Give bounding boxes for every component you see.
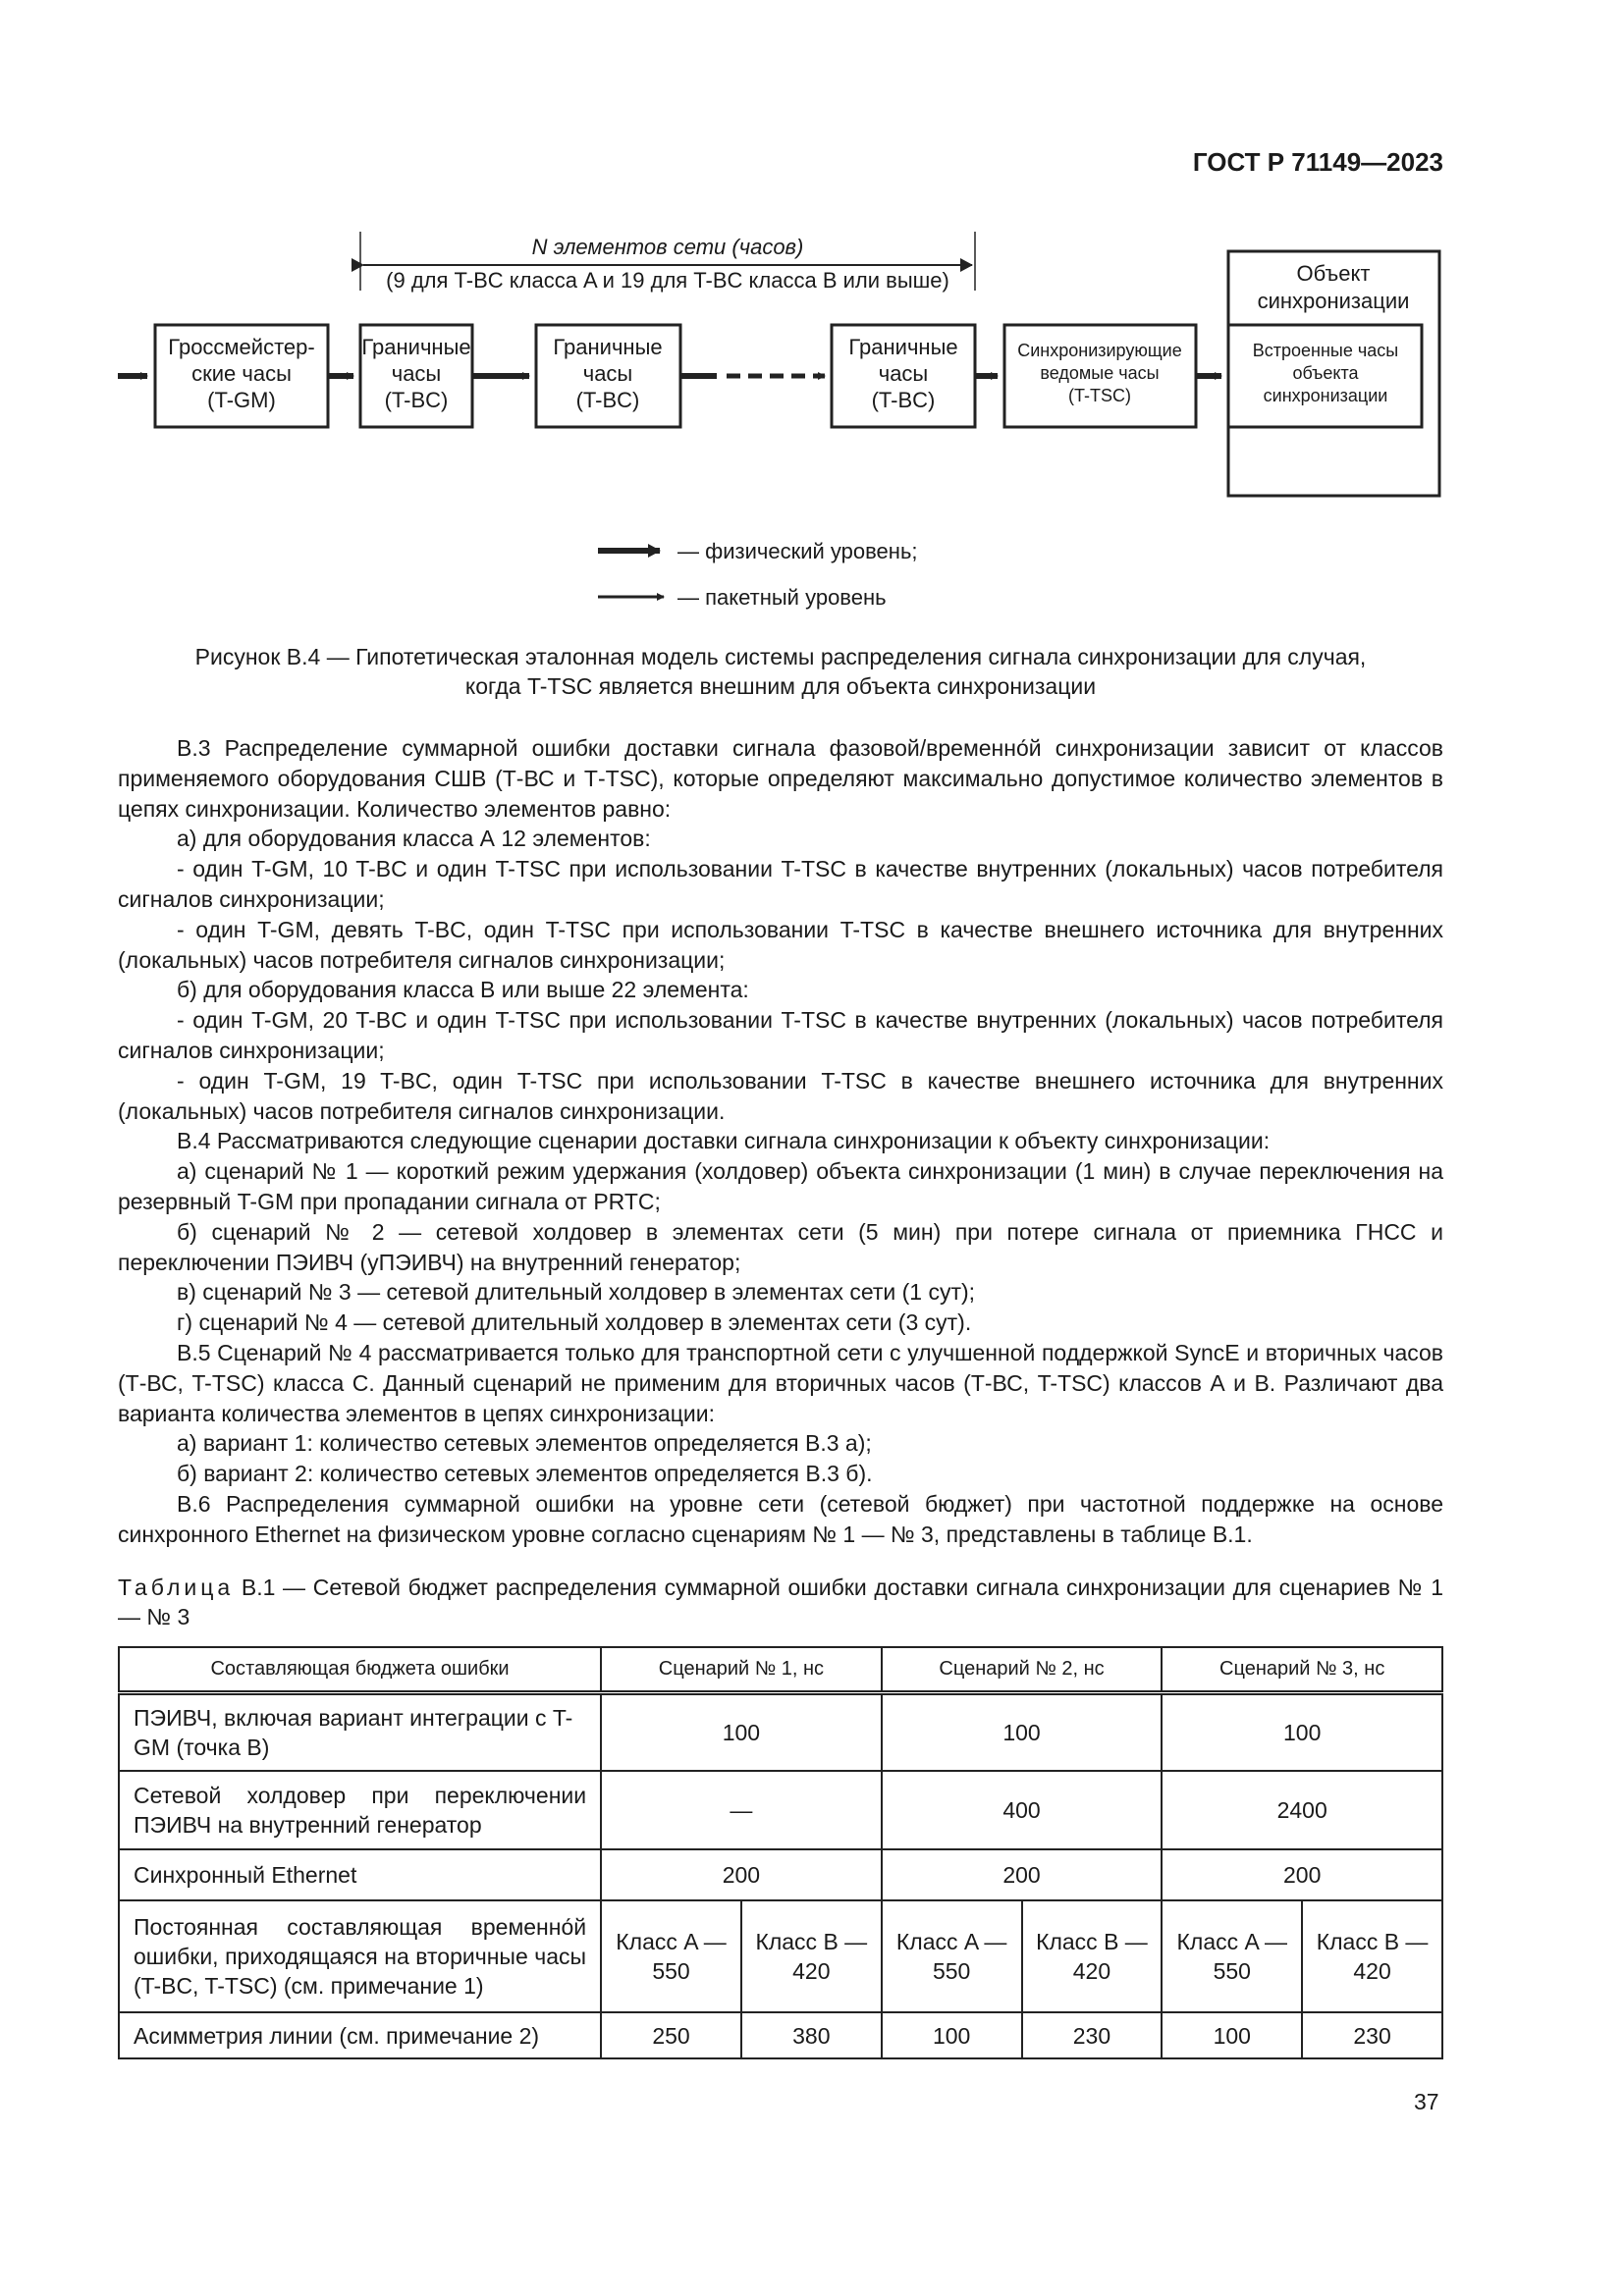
table-cell: 250 — [601, 2012, 741, 2058]
paragraph: - один T-GM, 20 T-BC и один T-TSC при использовании T-TSC в качестве внутренних (локальных) часов потребителя сигналов синхронизации; — [118, 1007, 1443, 1063]
paragraph: - один T-GM, 19 T-BC, один T-TSC при использовании T-TSC в качестве внешнего источника для внутренних (локальных) часов потребителя сигналов синхронизации. — [118, 1067, 1443, 1124]
diagram-label: ские часы — [191, 361, 292, 386]
paragraph: - один T-GM, девять T-BC, один T-TSC при использовании T-TSC в качестве внешнего источника для внутренних (локальных) часов потребителя сигналов синхронизации; — [118, 916, 1443, 973]
table-cell: 2400 — [1162, 1771, 1442, 1849]
diagram-label: объекта — [1292, 363, 1359, 383]
paragraph: б) сценарий № 2 — сетевой холдовер в элементах сети (5 мин) при потере сигнала от приемника ГНСС и переключении ПЭИВЧ (уПЭИВЧ) на внутренний генератор; — [118, 1218, 1443, 1275]
table-cell: 200 — [882, 1849, 1163, 1900]
paragraph: В.4 Рассматриваются следующие сценарии доставки сигнала синхронизации к объекту синхронизации: — [177, 1128, 1271, 1154]
reference-model-diagram — [0, 0, 1624, 628]
table-cell: 100 — [1162, 1692, 1442, 1771]
table-row — [119, 1692, 1442, 1771]
figure-caption: Рисунок В.4 — Гипотетическая эталонная модель системы распределения сигнала синхронизации для случая, когда T-TSC является внешним для объекта синхронизации — [194, 644, 1367, 699]
table-cell: Постоянная составляющая временно́й ошибки, приходящаяся на вторичные часы (T-BC, T-TSC) (см. примечание 1) — [119, 1900, 601, 2012]
diagram-label: Синхронизирующие — [1017, 341, 1182, 360]
table-cell: Класс B — 420 — [1302, 1900, 1442, 2012]
table-cell: Синхронный Ethernet — [119, 1849, 601, 1900]
diagram-label: ведомые часы — [1040, 363, 1160, 383]
diagram-label: Объект — [1296, 261, 1371, 286]
diagram-label: Граничные — [361, 335, 471, 359]
diagram-label: синхронизации — [1257, 289, 1410, 313]
table-cell: 100 — [1162, 2012, 1302, 2058]
table-cell: Сценарий № 1, нс — [601, 1647, 882, 1692]
diagram-label: часы — [878, 361, 929, 386]
table-row — [119, 1900, 1442, 2012]
body-text — [118, 733, 1443, 1550]
table-cell: 200 — [1162, 1849, 1442, 1900]
paragraph: В.6 Распределения суммарной ошибки на уровне сети (сетевой бюджет) при частотной поддержке на основе синхронного Ethernet на физическом уровне согласно сценариям № 1 — № 3, представлены в таблице В.1. — [118, 1490, 1443, 1547]
table-cell: — — [601, 1771, 882, 1849]
page-number: 37 — [1414, 2089, 1439, 2114]
diagram-label: (T-TSC) — [1068, 386, 1131, 405]
paragraph: - один T-GM, 10 T-BC и один T-TSC при использовании T-TSC в качестве внутренних (локальных) часов потребителя сигналов синхронизации; — [118, 856, 1443, 912]
diagram-label: Граничные — [848, 335, 958, 359]
table-cell: Класс A — 550 — [601, 1900, 741, 2012]
diagram-label: (T-BC) — [871, 388, 936, 412]
table-title: Таблица В.1 — Сетевой бюджет распределения суммарной ошибки доставки сигнала синхронизации для сценариев № 1 — № 3 — [118, 1575, 1443, 1629]
document-code: ГОСТ Р 71149—2023 — [1192, 147, 1443, 177]
table-cell: Класс B — 420 — [741, 1900, 882, 2012]
diagram-label: (T-BC) — [575, 388, 640, 412]
table-cell: Класс B — 420 — [1022, 1900, 1163, 2012]
paragraph: а) вариант 1: количество сетевых элементов определяется В.3 а); — [177, 1430, 872, 1457]
paragraph: а) сценарий № 1 — короткий режим удержания (холдовер) объекта синхронизации (1 мин) в случае переключения на резервный T-GM при пропадании сигнала от PRTC; — [118, 1158, 1443, 1214]
table-cell: Класс A — 550 — [1162, 1900, 1302, 2012]
table-cell: 380 — [741, 2012, 882, 2058]
paragraph: г) сценарий № 4 — сетевой длительный холдовер в элементах сети (3 сут). — [177, 1309, 972, 1336]
diagram-label: Гроссмейстер- — [168, 335, 315, 359]
diagram-label: синхронизации — [1263, 386, 1388, 405]
table-cell: Составляющая бюджета ошибки — [119, 1647, 601, 1692]
paragraph: б) вариант 2: количество сетевых элементов определяется В.3 б). — [177, 1461, 873, 1487]
diagram-label: Встроенные часы — [1252, 341, 1399, 360]
table-header — [119, 1647, 1442, 1692]
paragraph: а) для оборудования класса А 12 элементов: — [177, 826, 651, 852]
legend-packet: — пакетный уровень — [677, 585, 887, 610]
table-cell: Асимметрия линии (см. примечание 2) — [119, 2012, 601, 2058]
table-cell: Сетевой холдовер при переключении ПЭИВЧ на внутренний генератор — [119, 1771, 601, 1849]
diagram-label: (T-BC) — [384, 388, 449, 412]
table-row — [119, 2012, 1442, 2058]
table-cell: Класс A — 550 — [882, 1900, 1022, 2012]
table-cell: 100 — [601, 1692, 882, 1771]
paragraph: В.3 Распределение суммарной ошибки доставки сигнала фазовой/временно́й синхронизации зависит от классов применяемого оборудования СШВ (Т-ВС и Т-TSC), которые определяют максимально допустимое количество элементов в цепях синхронизации. Количество элементов равно: — [118, 735, 1443, 822]
table-cell: Сценарий № 3, нс — [1162, 1647, 1442, 1692]
diagram-label: часы — [582, 361, 633, 386]
span-label: N элементов сети (часов) — [531, 235, 804, 259]
span-note: (9 для T-BC класса A и 19 для T-BC класса B или выше) — [386, 268, 949, 293]
budget-table — [118, 1646, 1443, 2059]
paragraph: В.5 Сценарий № 4 рассматривается только для транспортной сети с улучшенной поддержкой SyncE и вторичных часов (Т-ВС, T-TSC) класса С. Данный сценарий не применим для вторичных часов (Т-ВС, T-TSC) классов А и В. Различают два варианта количества элементов в цепях синхронизации: — [118, 1339, 1443, 1426]
legend-physical: — физический уровень; — [677, 539, 918, 563]
table-cell: ПЭИВЧ, включая вариант интеграции с T-GM (точка B) — [119, 1692, 601, 1771]
paragraph: в) сценарий № 3 — сетевой длительный холдовер в элементах сети (1 сут); — [177, 1279, 976, 1306]
table-cell: 100 — [882, 1692, 1163, 1771]
table-cell: 230 — [1302, 2012, 1442, 2058]
table-row — [119, 1771, 1442, 1849]
table-cell: Сценарий № 2, нс — [882, 1647, 1163, 1692]
table-cell: 200 — [601, 1849, 882, 1900]
table-row — [119, 1849, 1442, 1900]
diagram-label: Граничные — [553, 335, 663, 359]
paragraph: б) для оборудования класса В или выше 22 элемента: — [177, 977, 749, 1003]
table-cell: 100 — [882, 2012, 1022, 2058]
diagram-label: (T-GM) — [207, 388, 276, 412]
table-cell: 230 — [1022, 2012, 1163, 2058]
diagram-label: часы — [391, 361, 442, 386]
table-cell: 400 — [882, 1771, 1163, 1849]
